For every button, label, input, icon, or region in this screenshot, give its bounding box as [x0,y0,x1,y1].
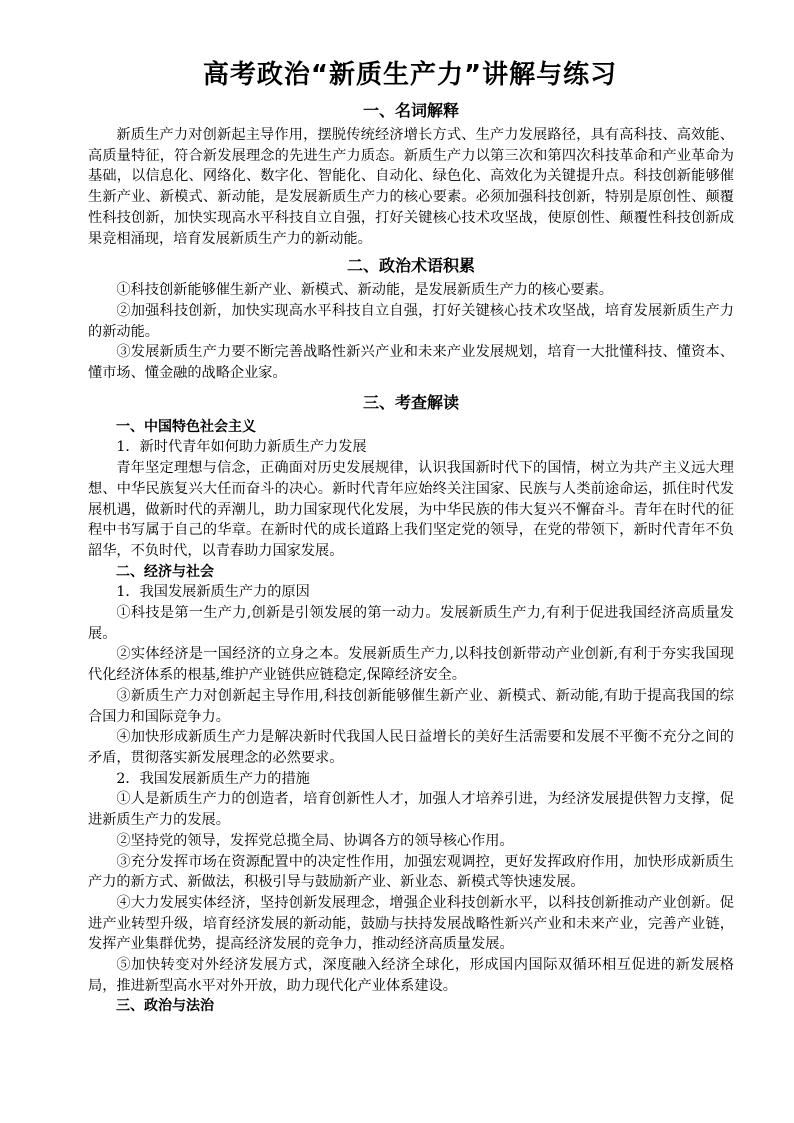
document-title: 高考政治“新质生产力”讲解与练习 [202,60,618,90]
measure-item: ④大力发展实体经济，坚持创新发展理念，增强企业科技创新水平，以科技创新推动产业创新。促进产业转型升级，培育经济发展的新动能，鼓励与扶持发展战略性新兴产业和未来产业，完善产业链，发挥产业集群优势，提高经济发展的竞争力，推动经济高质量发展。 [88,894,734,953]
section-heading-terms: 二、政治术语积累 [346,256,475,276]
measure-item: ③充分发挥市场在资源配置中的决定性作用，加强宏观调控，更好发挥政府作用，加快形成新质生产力的新方式、新做法，积极引导与鼓励新产业、新业态、新模式等快速发展。 [88,853,734,891]
subheading-youth: 1．新时代青年如何助力新质生产力发展 [116,439,367,456]
document-page [88,58,734,1017]
term-item: ①科技创新能够催生新产业、新模式、新动能，是发展新质生产力的核心要素。 [116,282,613,299]
measure-item: ②坚持党的领导，发挥党总揽全局、协调各方的领导核心作用。 [116,832,514,849]
youth-paragraph: 青年坚定理想与信念，正确面对历史发展规律，认识我国新时代下的国情，树立为共产主义远大理想、中华民族复兴大任而奋斗的决心。新时代青年应始终关注国家、民族与人类前途命运，抓住时代发展机遇，做新时代的弄潮儿，助力国家现代化发展，为中华民族的伟大复兴不懈奋斗。青年在时代的征程中书写属于自己的华章。在新时代的成长道路上我们坚定党的领导，在党的带领下，新时代青年不负韶华，不负时代，以青春助力国家发展。 [88,460,734,559]
term-item: ③发展新质生产力要不断完善战略性新兴产业和未来产业发展规划，培育一大批懂科技、懂资本、懂市场、懂金融的战略企业家。 [88,344,734,382]
term-item: ②加强科技创新，加快实现高水平科技自立自强，打好关键核心技术攻坚战，培育发展新质生产力的新动能。 [88,302,734,340]
measure-item: ⑤加快转变对外经济发展方式，深度融入经济全球化，形成国内国际双循环相互促进的新发展格局，推进新型高水平对外开放，助力现代化产业体系建设。 [88,957,734,994]
subheading-measures: 2．我国发展新质生产力的措施 [116,770,310,787]
glossary-paragraph: 新质生产力对创新起主导作用，摆脱传统经济增长方式、生产力发展路径，具有高科技、高效能、高质量特征，符合新发展理念的先进生产力质态。新质生产力以第三次和第四次科技革命和产业革命为基础，以信息化、网络化、数字化、智能化、自动化、绿色化、高效化为关键提升点。科技创新能够催生新产业、新模式、新动能，是发展新质生产力的核心要素。必须加强科技创新，特别是原创性、颠覆性科技创新，加快实现高水平科技自立自强，打好关键核心技术攻坚战，使原创性、颠覆性科技创新成果竞相涌现，培育发展新质生产力的新动能。 [88,127,734,247]
section-heading-analysis: 三、考查解读 [362,392,459,412]
part-heading-socialism: 一、中国特色社会主义 [116,418,256,435]
measure-item: ①人是新质生产力的创造者，培育创新性人才，加强人才培养引进，为经济发展提供智力支撑，促进新质生产力的发展。 [88,791,734,829]
reason-item: ①科技是第一生产力,创新是引领发展的第一动力。发展新质生产力,有利于促进我国经济高质量发展。 [88,605,734,642]
part-heading-economy: 二、经济与社会 [116,563,214,580]
subheading-reasons: 1．我国发展新质生产力的原因 [116,584,310,601]
part-heading-politics-law: 三、政治与法治 [116,998,214,1015]
reason-item: ③新质生产力对创新起主导作用,科技创新能够催生新产业、新模式、新动能,有助于提高我国的综合国力和国际竞争力。 [88,687,734,725]
reason-item: ④加快形成新质生产力是解决新时代我国人民日益增长的美好生活需要和发展不平衡不充分之间的矛盾，贯彻落实新发展理念的必然要求。 [88,729,734,766]
reason-item: ②实体经济是一国经济的立身之本。发展新质生产力,以科技创新带动产业创新,有利于夯实我国现代化经济体系的根基,维护产业链供应链稳定,保障经济安全。 [88,646,734,684]
section-heading-glossary: 一、名词解释 [362,101,459,120]
